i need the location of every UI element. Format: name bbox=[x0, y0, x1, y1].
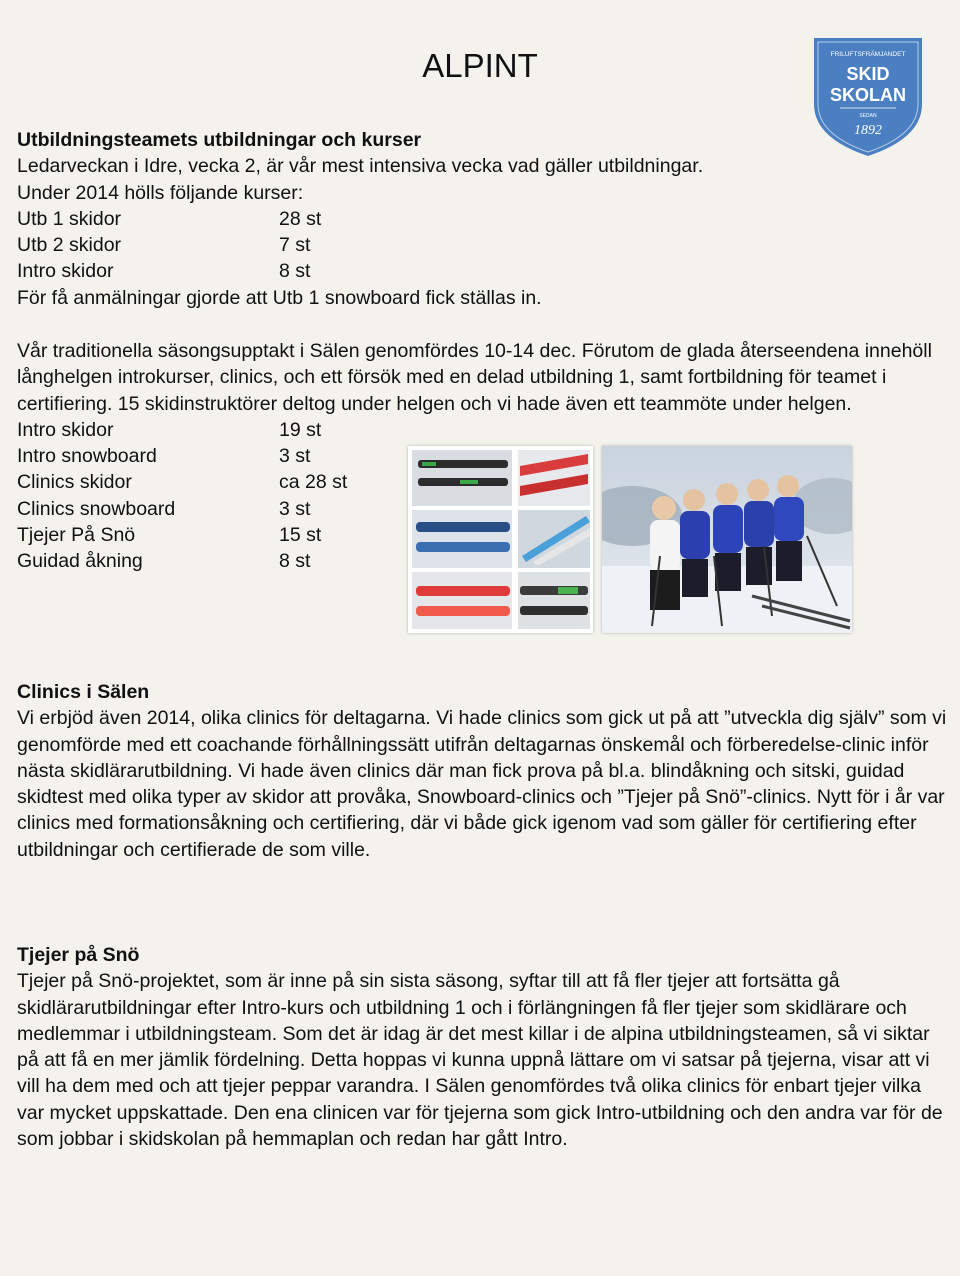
section-clinics bbox=[17, 679, 947, 863]
activity-name: Intro snowboard bbox=[17, 445, 157, 468]
logo-org-text: FRILUFTSFRÄMJANDET bbox=[830, 51, 906, 58]
course-name: Utb 1 skidor bbox=[17, 207, 122, 230]
logo-since: SEDAN bbox=[859, 113, 877, 119]
section-tjejer-pa-sno bbox=[17, 942, 947, 1152]
activity-count: 3 st bbox=[279, 497, 311, 520]
page-title: ALPINT bbox=[422, 47, 538, 84]
section3-heading: Clinics i Sälen bbox=[17, 681, 150, 703]
section2-paragraph: Vår traditionella säsongsupptakt i Sälen genomfördes 10-14 dec. Förutom de glada återseendena innehöll långhelgen introkurser, clinics, och ett försök med en delad utbildning 1, samt fortbildning för teamet i certifiering. 15 skidinstruktörer deltog under helgen och vi hade även ett teammöte under helgen. bbox=[17, 340, 932, 415]
course-row bbox=[17, 258, 947, 284]
activity-name: Tjejer På Snö bbox=[17, 524, 136, 547]
logo-line1: SKID bbox=[846, 64, 890, 84]
course-count: 28 st bbox=[279, 207, 322, 230]
course-name: Utb 2 skidor bbox=[17, 234, 122, 257]
section1-line2: Under 2014 hölls följande kurser: bbox=[17, 181, 304, 204]
course-count: 8 st bbox=[279, 260, 311, 283]
course-row bbox=[17, 206, 947, 232]
activity-count: 19 st bbox=[279, 418, 322, 441]
instructors-group-photo bbox=[602, 446, 852, 633]
course-name: Intro skidor bbox=[17, 260, 114, 283]
section3-paragraph: Vi erbjöd även 2014, olika clinics för deltagarna. Vi hade clinics som gick ut på att ”utveckla dig själv” som vi genomförde med ett coachande förhållningssätt utifrån deltagarnas önskemål och förberedelse-clinic inför nästa skidlärarutbildning. Vi hade även clinics där man fick prova på bl.a. blindåkning och sitski, guidad skidtest med olika typer av skidor att provåka, Snowboard-clinics och ”Tjejer på Snö”-clinics. Nytt för i år var clinics med formationsåkning och certifiering, där vi både gick igenom vad som gäller för certifiering efter utbildningar och certifierade de som ville. bbox=[17, 707, 947, 861]
activity-count: 3 st bbox=[279, 445, 311, 468]
activity-name: Guidad åkning bbox=[17, 550, 143, 573]
activity-row bbox=[17, 417, 947, 443]
activity-name: Clinics skidor bbox=[17, 471, 132, 494]
activity-name: Clinics snowboard bbox=[17, 497, 176, 520]
activity-count: 8 st bbox=[279, 550, 311, 573]
logo-line2: SKOLAN bbox=[830, 85, 906, 105]
section1-line1: Ledarveckan i Idre, vecka 2, är vår mest intensiva vecka vad gäller utbildningar. bbox=[17, 155, 704, 178]
activity-count: 15 st bbox=[279, 524, 322, 547]
section4-heading: Tjejer på Snö bbox=[17, 944, 140, 966]
activity-name: Intro skidor bbox=[17, 418, 114, 441]
course-row bbox=[17, 232, 947, 258]
section4-paragraph: Tjejer på Snö-projektet, som är inne på sin sista säsong, syftar till att få fler tjejer att fortsätta gå skidlärarutbildningar efter Intro-kurs och utbildning 1 och i förlängningen få fler tjejer som skidlärare och medlemmar i utbildningsteam. Som det är idag är det mest killar i de alpina utbildningsteamen, så vi siktar på att få en mer jämlik fördelning. Detta hoppas vi kunna uppnå lättare om vi satsar på tjejerna, visar att vi vill ha dem med och att tjejer peppar varandra. I Sälen genomfördes två olika clinics för enbart tjejer vilka var mycket uppskattade. Den ena clinicen var för tjejerna som gick Intro-utbildning och den andra var för de som jobbar i skidskolan på hemmaplan och redan har gått Intro. bbox=[17, 970, 943, 1151]
course-count: 7 st bbox=[279, 234, 311, 257]
skis-collage-photo bbox=[408, 446, 593, 633]
section1-heading: Utbildningsteamets utbildningar och kurser bbox=[17, 129, 422, 151]
logo-year: 1892 bbox=[854, 123, 882, 138]
activity-count: ca 28 st bbox=[279, 471, 348, 494]
section1-line3: För få anmälningar gjorde att Utb 1 snowboard fick ställas in. bbox=[17, 286, 542, 309]
section-courses bbox=[17, 127, 947, 311]
